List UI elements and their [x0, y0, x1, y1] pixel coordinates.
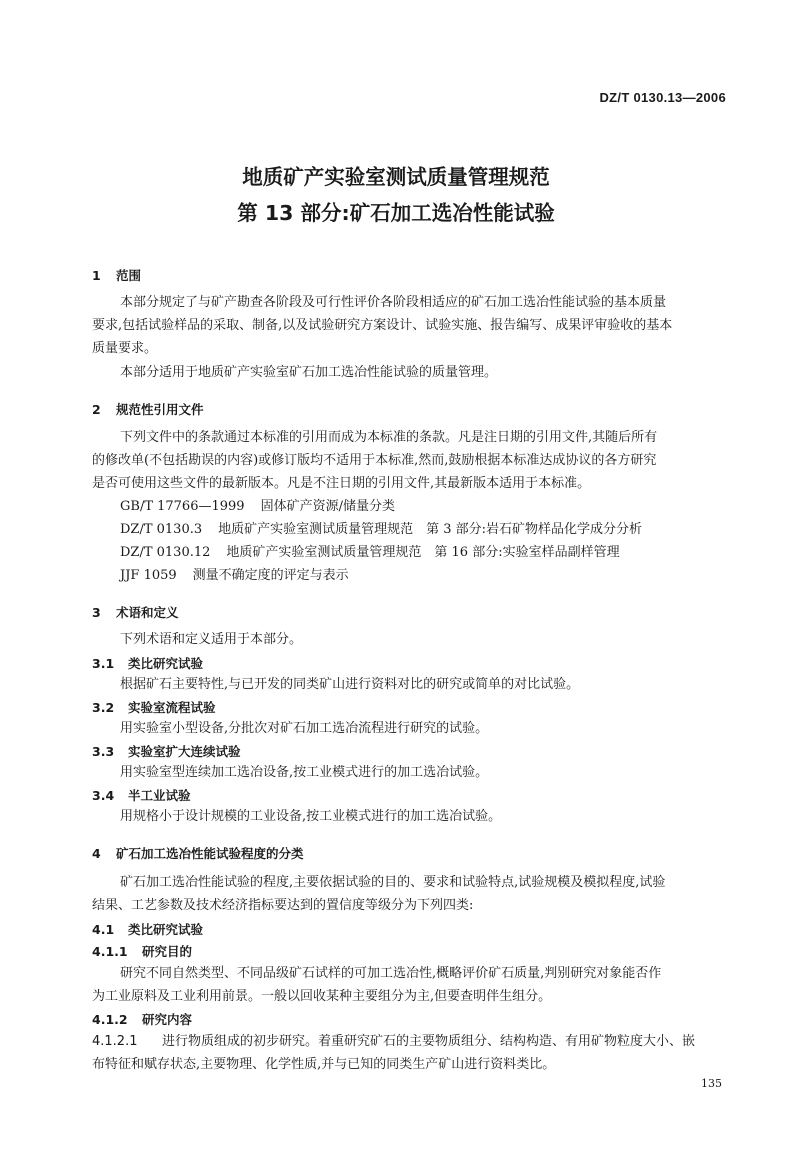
paragraph-line: 是否可使用这些文件的最新版本。凡是不注日期的引用文件,其最新版本适用于本标准。 [92, 476, 591, 491]
term-number: 3.2 [92, 700, 115, 715]
reference-title: 固体矿产资源/储量分类 [260, 499, 395, 514]
section-2-heading [92, 400, 204, 418]
paragraph-line: 研究不同自然类型、不同品级矿石试样的可加工选冶性,概略评价矿石质量,判别研究对象能否作 [120, 966, 662, 981]
term-definition: 用实验室型连续加工选冶设备,按工业模式进行的加工选冶试验。 [120, 765, 489, 780]
reference-item [120, 566, 349, 587]
section-title: 规范性引用文件 [116, 402, 204, 417]
paragraph-line: 结果、工艺参数及技术经济指标要达到的置信度等级分为下列四类: [92, 898, 474, 913]
term-heading [92, 786, 191, 804]
section-title: 术语和定义 [116, 605, 179, 620]
term-number: 3.4 [92, 788, 115, 803]
document-title-line1: 地质矿产实验室测试质量管理规范 [242, 165, 550, 189]
reference-code: JJF 1059 [120, 568, 177, 583]
paragraph-line: 下列术语和定义适用于本部分。 [120, 632, 303, 647]
reference-code: GB/T 17766—1999 [120, 499, 245, 514]
clause-line [92, 1032, 695, 1053]
term-title: 半工业试验 [128, 788, 191, 803]
clause-text: 进行物质组成的初步研究。着重研究矿石的主要物质组分、结构构造、有用矿物粒度大小、嵌 [162, 1034, 696, 1049]
subsection-heading [92, 942, 192, 960]
term-heading [92, 698, 216, 716]
section-3-heading [92, 603, 179, 621]
reference-item [120, 543, 620, 564]
reference-title: 地质矿产实验室测试质量管理规范 第 3 部分:岩石矿物样品化学成分分析 [218, 522, 643, 537]
reference-title: 地质矿产实验室测试质量管理规范 第 16 部分:实验室样品副样管理 [226, 545, 620, 560]
standard-code: DZ/T 0130.13—2006 [599, 90, 726, 105]
section-title: 范围 [116, 268, 142, 283]
paragraph-line: 布特征和赋存状态,主要物理、化学性质,并与已知的同类生产矿山进行资料类比。 [92, 1057, 556, 1072]
term-number: 3.1 [92, 656, 115, 671]
subsection-number: 4.1.1 [92, 944, 128, 959]
reference-code: DZ/T 0130.12 [120, 545, 211, 560]
term-title: 实验室流程试验 [128, 700, 216, 715]
subsection-number: 4.1.2 [92, 1012, 128, 1027]
paragraph-line: 为工业原料及工业利用前景。一般以回收某种主要组分为主,但要查明伴生组分。 [92, 989, 552, 1004]
subsection-title: 研究目的 [142, 944, 193, 959]
term-definition: 用规格小于设计规模的工业设备,按工业模式进行的加工选冶试验。 [120, 809, 502, 824]
paragraph-line: 下列文件中的条款通过本标准的引用而成为本标准的条款。凡是注日期的引用文件,其随后所有 [120, 430, 658, 445]
term-title: 实验室扩大连续试验 [128, 744, 241, 759]
document-title-line2: 第 13 部分:矿石加工选冶性能试验 [237, 201, 555, 225]
paragraph-line: 本部分规定了与矿产勘查各阶段及可行性评价各阶段相适应的矿石加工选冶性能试验的基本质量 [120, 295, 667, 310]
subsection-title: 类比研究试验 [128, 922, 204, 937]
section-number: 1 [92, 268, 101, 283]
term-title: 类比研究试验 [128, 656, 204, 671]
paragraph-line: 的修改单(不包括勘误的内容)或修订版均不适用于本标准,然而,鼓励根据本标准达成协议的各方研究 [92, 453, 657, 468]
subsection-heading [92, 920, 203, 938]
term-heading [92, 742, 241, 760]
reference-item [120, 520, 642, 541]
section-number: 4 [92, 846, 101, 861]
subsection-heading [92, 1010, 192, 1028]
subsection-title: 研究内容 [142, 1012, 193, 1027]
section-1-heading [92, 266, 141, 284]
term-heading [92, 654, 203, 672]
page-number: 135 [701, 1077, 722, 1090]
paragraph-line: 矿石加工选冶性能试验的程度,主要依据试验的目的、要求和试验特点,试验规模及模拟程度,试验 [120, 875, 666, 890]
paragraph-line: 质量要求。 [92, 341, 158, 356]
paragraph-line: 本部分适用于地质矿产实验室矿石加工选冶性能试验的质量管理。 [120, 365, 498, 380]
section-title: 矿石加工选冶性能试验程度的分类 [116, 846, 304, 861]
clause-number: 4.1.2.1 [92, 1034, 138, 1049]
section-number: 3 [92, 605, 101, 620]
reference-title: 测量不确定度的评定与表示 [192, 568, 349, 583]
section-number: 2 [92, 402, 101, 417]
subsection-number: 4.1 [92, 922, 115, 937]
term-definition: 用实验室小型设备,分批次对矿石加工选冶流程进行研究的试验。 [120, 721, 489, 736]
section-4-heading [92, 844, 304, 862]
term-number: 3.3 [92, 744, 115, 759]
reference-item [120, 497, 395, 518]
paragraph-line: 要求,包括试验样品的采取、制备,以及试验研究方案设计、试验实施、报告编写、成果评审验收的基本 [92, 318, 673, 333]
term-definition: 根据矿石主要特性,与已开发的同类矿山进行资料对比的研究或简单的对比试验。 [120, 677, 580, 692]
reference-code: DZ/T 0130.3 [120, 522, 203, 537]
